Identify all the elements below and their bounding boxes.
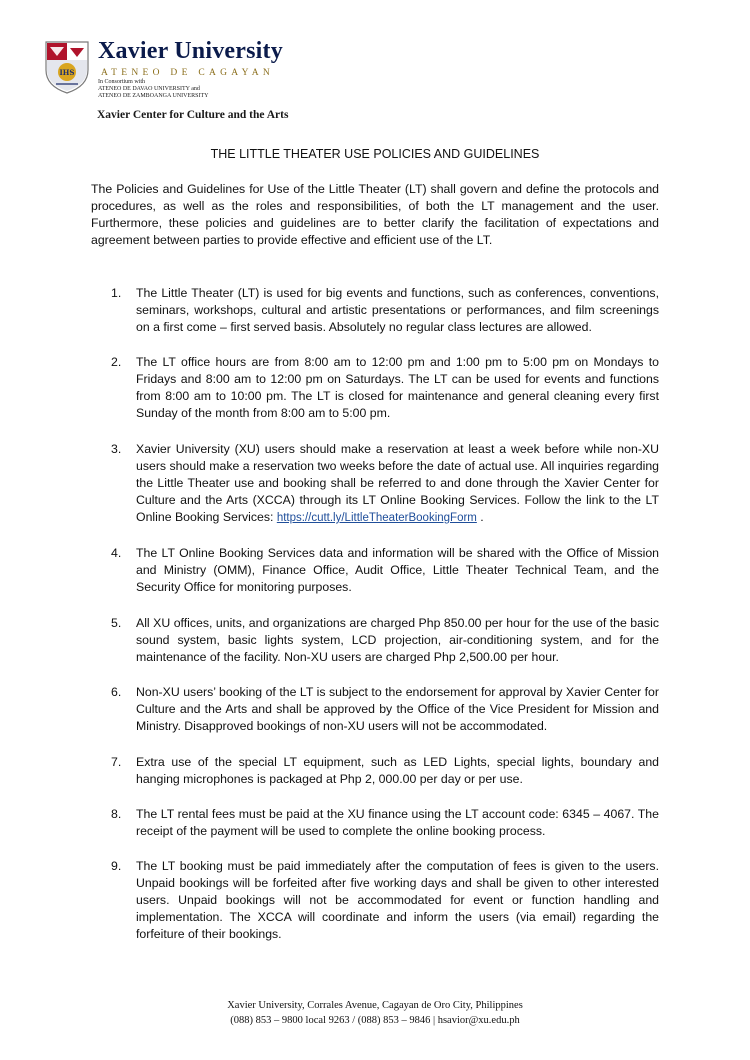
list-item-text: The LT rental fees must be paid at the XU finance using the LT account code: 6345 – 4067. The receipt of the payment will be used to complete the online booking process.: [136, 807, 659, 838]
svg-text:IHS: IHS: [59, 68, 75, 77]
list-item-text: The LT Online Booking Services data and information will be shared with the Office of Mission and Ministry (OMM), Finance Office, Audit Office, Little Theater Technical Team, and the Security Office for monitoring purposes.: [136, 546, 659, 594]
list-item-number: 9.: [111, 859, 122, 873]
booking-form-link[interactable]: https://cutt.ly/LittleTheaterBookingForm: [276, 512, 477, 524]
list-item-text: All XU offices, units, and organizations are charged Php 850.00 per hour for the use of the basic sound system, basic lights system, LCD projection, air-conditioning system, and for the maintenance of the facility. Non-XU users are charged Php 2,500.00 per hour.: [136, 616, 659, 664]
list-item-text: The Little Theater (LT) is used for big events and functions, such as conferences, conventions, seminars, workshops, cultural and artistic presentations or performances, and film screenings on a first come – first served basis. Absolutely no regular class lectures are allowed.: [136, 286, 659, 334]
consortium-line: ATENEO DE DAVAO UNIVERSITY and: [98, 86, 200, 92]
university-name: Xavier University: [98, 38, 283, 64]
footer-contact: (088) 853 – 9800 local 9263 / (088) 853 – 9846 | hsavior@xu.edu.ph: [230, 1015, 520, 1026]
list-item-number: 6.: [111, 685, 122, 699]
list-item-suffix: .: [476, 510, 484, 524]
list-item-number: 7.: [111, 755, 122, 769]
list-item-text: Non-XU users’ booking of the LT is subject to the endorsement for approval by Xavier Center for Culture and the Arts and shall be approved by the Office of the Vice President for Mission and Ministry. Disapproved bookings of non-XU users will not be accommodated.: [136, 685, 659, 733]
list-item-text-container: [136, 441, 659, 527]
list-item-number: 5.: [111, 616, 122, 630]
consortium-line: ATENEO DE ZAMBOANGA UNIVERSITY: [98, 93, 209, 99]
list-item-text: Extra use of the special LT equipment, such as LED Lights, special lights, boundary and hanging microphones is packaged at Php 2, 000.00 per day or per use.: [136, 755, 659, 786]
page-footer: [0, 998, 750, 1028]
list-item-number: 4.: [111, 546, 122, 560]
list-item-number: 8.: [111, 807, 122, 821]
list-item-text: The LT office hours are from 8:00 am to 12:00 pm and 1:00 pm to 5:00 pm on Mondays to Fridays and 8:00 am to 12:00 pm on Saturdays. The LT can be used for events and functions from 8:00 am to 10:00 pm. The LT is closed for maintenance and general cleaning every first Sunday of the month from 8:00 am to 5:00 pm.: [136, 355, 659, 420]
university-subtitle: ATENEO DE CAGAYAN: [101, 68, 275, 78]
list-item-number: 1.: [111, 286, 122, 300]
page-title: THE LITTLE THEATER USE POLICIES AND GUIDELINES: [210, 147, 540, 161]
consortium-text: [98, 79, 209, 100]
consortium-line: In Consortium with: [98, 79, 146, 85]
list-item-text: The LT booking must be paid immediately after the computation of fees is given to the users. Unpaid bookings will be forfeited after five working days and shall be given to other interested users. Unpaid bookings will not be accommodated for event or function handling and implementation. The XCCA will coordinate and inform the users (via email) regarding the forfeiture of their bookings.: [136, 859, 659, 941]
list-item-text: Xavier University (XU) users should make a reservation at least a week before while non-XU users should make a reservation two weeks before the date of actual use. All inquiries regarding the Little Theater use and booking shall be referred to and done through the Xavier Center for Culture and the Arts (XCCA) through its LT Online Booking Services. Follow the link to the LT Online Booking Services:: [136, 442, 659, 524]
footer-address: Xavier University, Corrales Avenue, Cagayan de Oro City, Philippines: [227, 1000, 523, 1011]
center-name: Xavier Center for Culture and the Arts: [97, 109, 289, 121]
list-item-number: 3.: [111, 442, 122, 456]
intro-paragraph: The Policies and Guidelines for Use of the Little Theater (LT) shall govern and define the protocols and procedures, as well as the roles and responsibilities, of both the LT management and the user. Furthermore, these policies and guidelines are to better clarify the facilitation of expectations and agreement between parties to provide effective and efficient use of the LT.: [91, 182, 659, 247]
university-crest-icon: [44, 40, 90, 94]
list-item-number: 2.: [111, 355, 122, 369]
